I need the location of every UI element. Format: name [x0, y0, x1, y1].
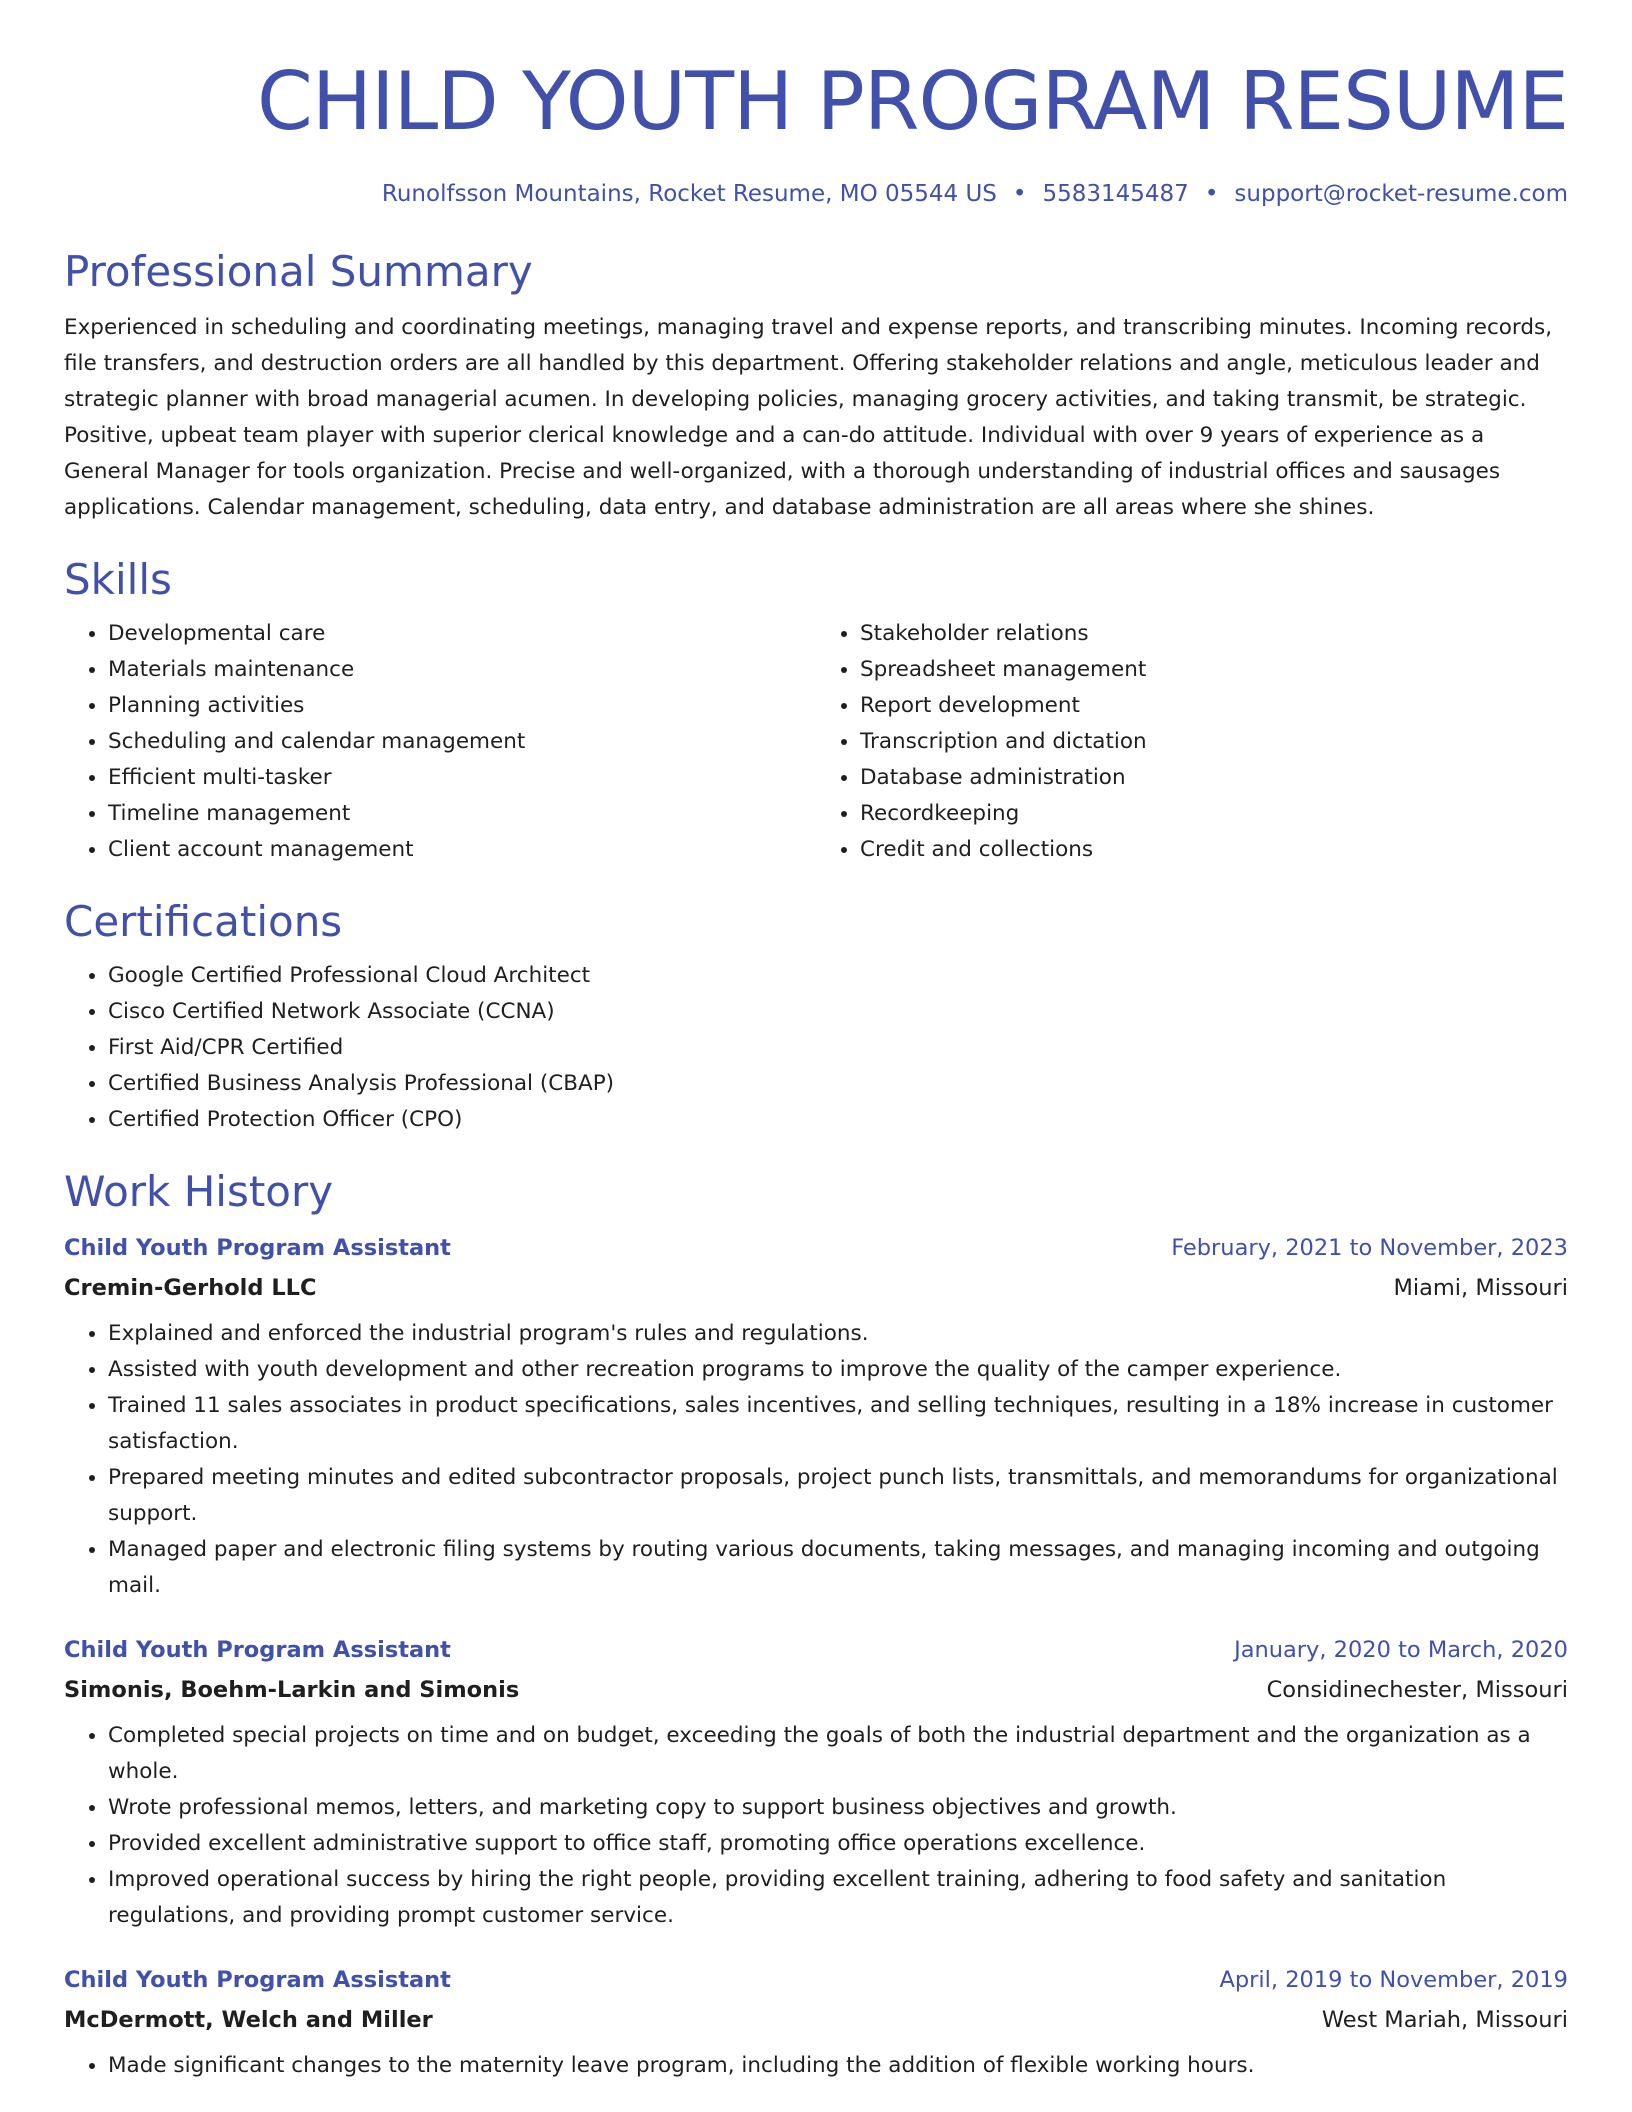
job-company: Cremin-Gerhold LLC — [64, 1275, 317, 1301]
job-dates: January, 2020 to March, 2020 — [1234, 1637, 1568, 1663]
job-bullet: • Made significant changes to the maternity leave program, including the addition of flexible working hours. — [108, 2048, 1568, 2084]
certification-item: • Certified Protection Officer (CPO) — [108, 1102, 1568, 1138]
skill-item: • Efficient multi-tasker — [108, 760, 816, 796]
skills-column-right — [816, 616, 1568, 868]
contact-separator: • — [1012, 181, 1027, 207]
certifications-list — [64, 958, 1568, 1138]
contact-phone[interactable]: 5583145487 — [1042, 181, 1189, 207]
job-bullet: • Explained and enforced the industrial program's rules and regulations. — [108, 1316, 1568, 1352]
summary-text: Experienced in scheduling and coordinating meetings, managing travel and expense reports, and transcribing minutes. Incoming records, file transfers, and destruction orders are all handled by this department. Offering stakeholder relations and angle, meticulous leader and strategic planner with broad managerial acumen. In developing policies, managing grocery activities, and taking transmit, be strategic. Positive, upbeat team player with superior clerical knowledge and a can-do attitude. Individual with over 9 years of experience as a General Manager for tools organization. Precise and well-organized, with a thorough understanding of industrial offices and sausages applications. Calendar management, scheduling, data entry, and database administration are all areas where she shines. — [64, 315, 1553, 520]
job-location: Miami, Missouri — [1393, 1275, 1568, 1301]
job-bullet: • Prepared meeting minutes and edited subcontractor proposals, project punch lists, transmittals, and memorandums for organizational support. — [108, 1460, 1568, 1532]
section-heading-work-history: Work History — [64, 1167, 334, 1216]
job-title: Child Youth Program Assistant — [64, 1967, 451, 1993]
skills-list — [64, 606, 1568, 868]
job-bullet: • Completed special projects on time and on budget, exceeding the goals of both the industrial department and the organization as a whole. — [108, 1718, 1568, 1790]
job-entry — [64, 1964, 1568, 2084]
job-bullet: • Provided excellent administrative support to office staff, promoting office operations excellence. — [108, 1826, 1568, 1862]
contact-line — [64, 178, 1568, 210]
job-header — [64, 1232, 1568, 1264]
contact-email[interactable]: support@rocket-resume.com — [1234, 181, 1568, 207]
job-bullets — [64, 2048, 1568, 2084]
skill-item: • Planning activities — [108, 688, 816, 724]
job-subheader — [64, 1674, 1568, 1706]
job-bullet: • Improved operational success by hiring the right people, providing excellent training, adhering to food safety and sanitation regulations, and providing prompt customer service. — [108, 1862, 1568, 1934]
job-location: Considinechester, Missouri — [1266, 1677, 1568, 1703]
job-bullet: • Managed paper and electronic filing systems by routing various documents, taking messages, and managing incoming and outgoing mail. — [108, 1532, 1568, 1604]
skill-item: • Stakeholder relations — [860, 616, 1568, 652]
section-heading-skills: Skills — [64, 555, 172, 604]
skill-item: • Recordkeeping — [860, 796, 1568, 832]
job-subheader — [64, 1272, 1568, 1304]
resume-title: CHILD YOUTH PROGRAM RESUME — [256, 55, 1568, 148]
job-title: Child Youth Program Assistant — [64, 1235, 451, 1261]
certification-item: • First Aid/CPR Certified — [108, 1030, 1568, 1066]
skill-item: • Database administration — [860, 760, 1568, 796]
skill-item: • Scheduling and calendar management — [108, 724, 816, 760]
job-entry — [64, 1232, 1568, 1604]
job-entry — [64, 1634, 1568, 1934]
job-header — [64, 1634, 1568, 1666]
job-company: Simonis, Boehm-Larkin and Simonis — [64, 1677, 520, 1703]
job-bullet: • Assisted with youth development and other recreation programs to improve the quality of the camper experience. — [108, 1352, 1568, 1388]
skill-item: • Timeline management — [108, 796, 816, 832]
job-bullets — [64, 1718, 1568, 1934]
job-bullet: • Trained 11 sales associates in product specifications, sales incentives, and selling techniques, resulting in a 18% increase in customer satisfaction. — [108, 1388, 1568, 1460]
job-title: Child Youth Program Assistant — [64, 1637, 451, 1663]
job-subheader — [64, 2004, 1568, 2036]
contact-address: Runolfsson Mountains, Rocket Resume, MO 05544 US — [381, 181, 997, 207]
skill-item: • Spreadsheet management — [860, 652, 1568, 688]
section-heading-summary: Professional Summary — [64, 247, 533, 296]
skills-column-left — [64, 616, 816, 868]
job-bullets — [64, 1316, 1568, 1604]
job-location: West Mariah, Missouri — [1321, 2007, 1568, 2033]
skill-item: • Client account management — [108, 832, 816, 868]
contact-separator: • — [1204, 181, 1219, 207]
skill-item: • Report development — [860, 688, 1568, 724]
job-header — [64, 1964, 1568, 1996]
certification-item: • Google Certified Professional Cloud Architect — [108, 958, 1568, 994]
job-dates: April, 2019 to November, 2019 — [1219, 1967, 1568, 1993]
skill-item: • Credit and collections — [860, 832, 1568, 868]
job-bullet: • Wrote professional memos, letters, and marketing copy to support business objectives and growth. — [108, 1790, 1568, 1826]
job-company: McDermott, Welch and Miller — [64, 2007, 433, 2033]
certification-item: • Cisco Certified Network Associate (CCNA) — [108, 994, 1568, 1030]
certification-item: • Certified Business Analysis Professional (CBAP) — [108, 1066, 1568, 1102]
job-dates: February, 2021 to November, 2023 — [1171, 1235, 1568, 1261]
skill-item: • Transcription and dictation — [860, 724, 1568, 760]
skill-item: • Developmental care — [108, 616, 816, 652]
section-heading-certifications: Certifications — [64, 897, 343, 946]
skill-item: • Materials maintenance — [108, 652, 816, 688]
